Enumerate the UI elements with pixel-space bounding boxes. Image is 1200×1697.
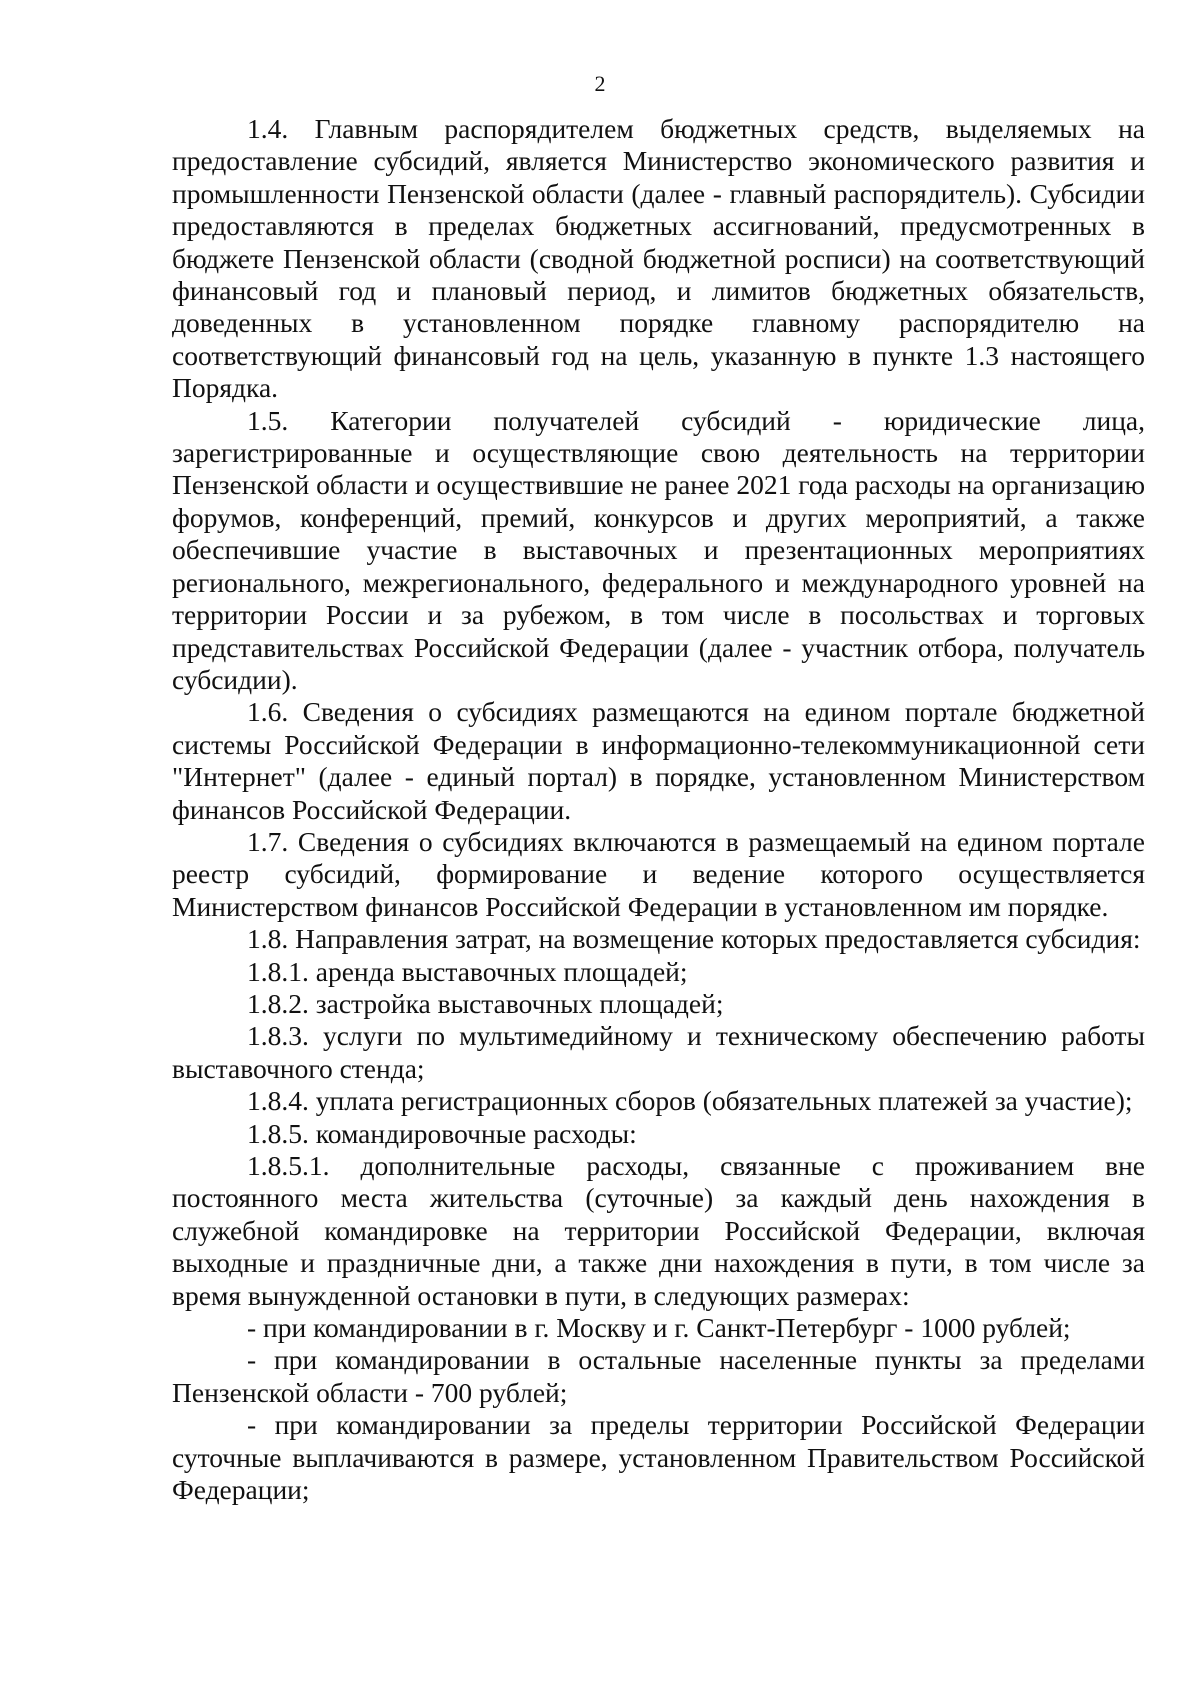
paragraph-1-8-1: 1.8.1. аренда выставочных площадей; <box>247 955 688 987</box>
list-item-abroad: - при командировании за пределы территории Российской Федерации суточные выплачиваются в размере, установленном Правительством Российской Федерации; <box>172 1409 1145 1506</box>
paragraph-1-8-5: 1.8.5. командировочные расходы: <box>247 1117 637 1149</box>
paragraph-1-8-4: 1.8.4. уплата регистрационных сборов (обязательных платежей за участие); <box>247 1085 1133 1117</box>
document-body <box>172 113 1145 1506</box>
list-item-moscow-spb: - при командировании в г. Москву и г. Санкт-Петербург - 1000 рублей; <box>247 1312 1071 1344</box>
paragraph-1-8-5-1: 1.8.5.1. дополнительные расходы, связанные с проживанием вне постоянного места жительства (суточные) за каждый день нахождения в служебной командировке на территории Российской Федерации, включая выходные и праздничные дни, а также дни нахождения в пути, в том числе за время вынужденной остановки в пути, в следующих размерах: <box>172 1150 1145 1311</box>
paragraph-1-8-2: 1.8.2. застройка выставочных площадей; <box>247 987 724 1019</box>
paragraph-1-8: 1.8. Направления затрат, на возмещение которых предоставляется субсидия: <box>247 923 1141 955</box>
paragraph-1-8-3: 1.8.3. услуги по мультимедийному и техническому обеспечению работы выставочного стенда; <box>172 1020 1145 1084</box>
paragraph-1-6: 1.6. Сведения о субсидиях размещаются на едином портале бюджетной системы Российской Федерации в информационно-телекоммуникационной сети "Интернет" (далее - единый портал) в порядке, установленном Министерством финансов Российской Федерации. <box>172 696 1145 825</box>
list-item-other-settlements: - при командировании в остальные населенные пункты за пределами Пензенской области - 700 рублей; <box>172 1344 1145 1408</box>
paragraph-1-5: 1.5. Категории получателей субсидий - юридические лица, зарегистрированные и осуществляющие свою деятельность на территории Пензенской области и осуществившие не ранее 2021 года расходы на организацию форумов, конференций, премий, конкурсов и других мероприятий, а также обеспечившие участие в выставочных и презентационных мероприятиях регионального, межрегионального, федерального и международного уровней на территории России и за рубежом, в том числе в посольствах и торговых представительствах Российской Федерации (далее - участник отбора, получатель субсидии). <box>172 404 1145 695</box>
page-number: 2 <box>594 71 606 96</box>
paragraph-1-7: 1.7. Сведения о субсидиях включаются в размещаемый на едином портале реестр субсидий, формирование и ведение которого осуществляется Министерством финансов Российской Федерации в установленном им порядке. <box>172 825 1145 922</box>
paragraph-1-4: 1.4. Главным распорядителем бюджетных средств, выделяемых на предоставление субсидий, является Министерство экономического развития и промышленности Пензенской области (далее - главный распорядитель). Субсидии предоставляются в пределах бюджетных ассигнований, предусмотренных в бюджете Пензенской области (сводной бюджетной росписи) на соответствующий финансовый год и плановый период, и лимитов бюджетных обязательств, доведенных в установленном порядке главному распорядителю на соответствующий финансовый год на цель, указанную в пункте 1.3 настоящего Порядка. <box>172 113 1145 404</box>
